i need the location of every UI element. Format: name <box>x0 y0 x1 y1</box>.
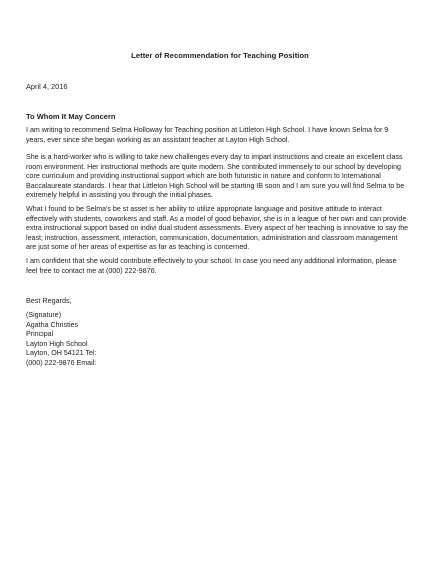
paragraph-introduction: I am writing to recommend Selma Holloway for Teaching position at Littleton High School. I have known Selma for 9 years, ever since she began working as an assistant teacher at Layton High School. <box>26 126 389 144</box>
signer-school: Layton High School <box>26 339 88 348</box>
closing: Best Regards, <box>26 296 72 305</box>
salutation: To Whom It May Concern <box>26 112 116 121</box>
letter-title: Letter of Recommendation for Teaching Position <box>131 51 309 60</box>
paragraph-conclusion: I am confident that she would contribute effectively to your school. In case you need any additional information, please feel free to contact me at (000) 222-9876. <box>26 257 397 275</box>
signature-block <box>26 311 96 369</box>
signer-contact: (000) 222-9876 Email: <box>26 358 97 367</box>
signer-title: Principal <box>26 330 54 339</box>
paragraph-strengths: What I found to be Selma's be st asset is her ability to utilize appropriate language and positive attitude to interact effectively with students, coworkers and staff. As a model of good behavior, she is in a league of her own and can provide extra instructional support based on indivi dual student assessments. Every aspect of her teaching is innovative to say the least; instruction, assessment, interaction, communication, documentation, administration and classroom management are just some of her areas of expertise as far as teaching is concerned. <box>26 205 409 251</box>
signer-address: Layton, OH 54121 Tel: <box>26 349 97 358</box>
signer-name: Agatha Christies <box>26 320 79 329</box>
paragraph-work-ethic: She is a hard-worker who is willing to take new challenges every day to impart instructions and create an excellent class room environment. Her instructional methods are quite modern. She contributed immensely to our school by developing core curriculum and providing instructional support which are both futuristic in nature and conform to International Baccalaureate standards. I hear that Littleton High School will be starting IB soon and I am sure you will find Selma to be extremely helpful in assisting you through the initial phases. <box>26 153 405 199</box>
signature-placeholder: (Signature) <box>26 311 62 319</box>
letter-date: April 4, 2016 <box>26 82 68 91</box>
